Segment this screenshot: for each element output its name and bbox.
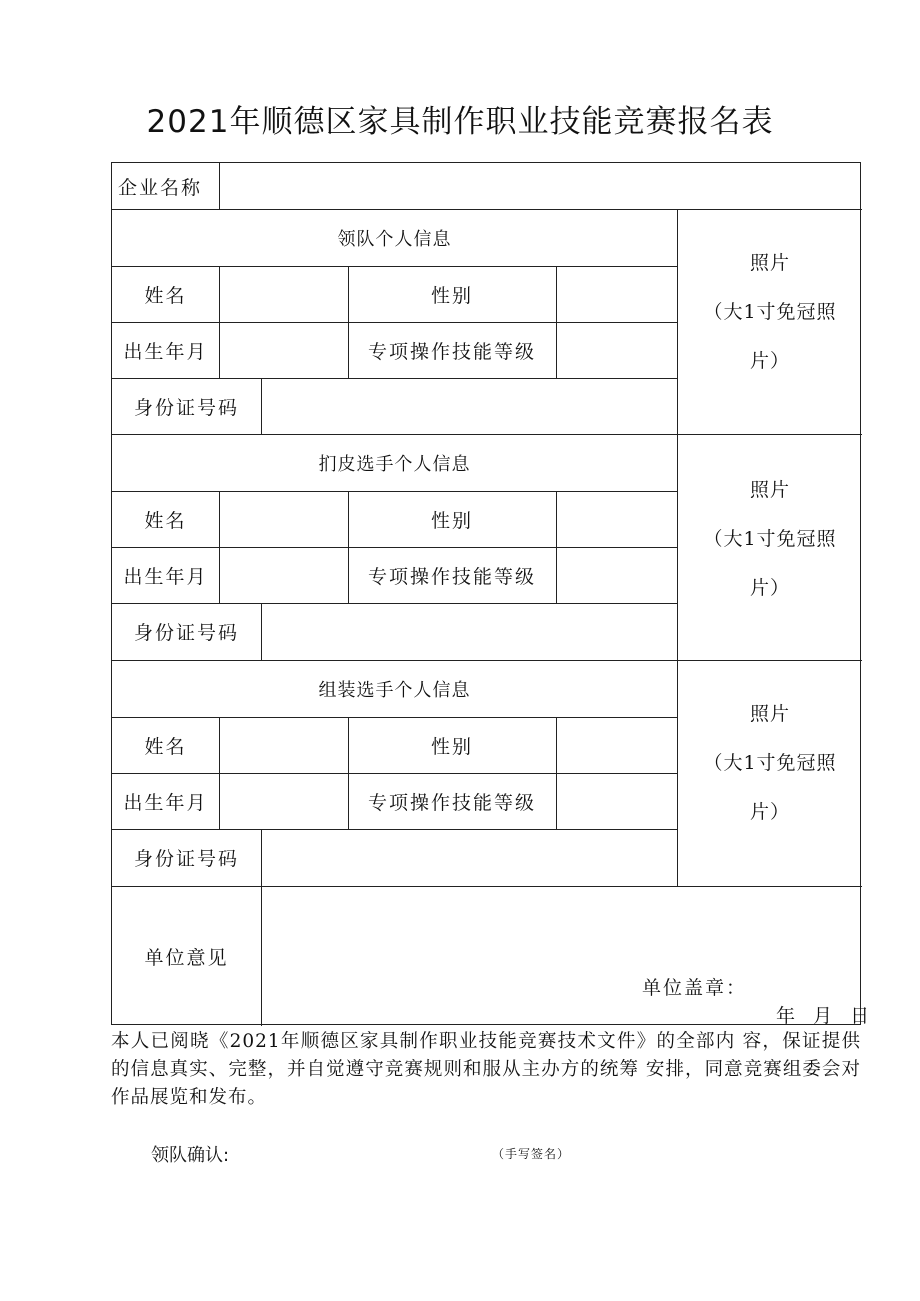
id-number-label: 身份证号码 [133, 396, 239, 419]
name-label: 姓名 [144, 735, 187, 758]
name-label: 姓名 [144, 509, 187, 532]
photo-size-note-end: 片） [749, 577, 790, 599]
photo-label: 照片 [749, 703, 790, 725]
birth-field[interactable] [220, 323, 347, 377]
id-number-field[interactable] [262, 379, 676, 433]
gender-field[interactable] [557, 492, 676, 546]
id-number-label: 身份证号码 [133, 622, 239, 644]
skill-level-label: 专项操作技能等级 [367, 791, 536, 814]
registration-form [111, 162, 872, 1027]
gender-field[interactable] [557, 718, 676, 772]
section-heading: 领队个人信息 [337, 228, 452, 250]
birth-label: 出生年月 [123, 791, 208, 814]
date-label: 年 月 日 [776, 1005, 872, 1027]
gender-field[interactable] [557, 267, 676, 321]
id-number-field[interactable] [262, 604, 676, 659]
leader-confirm-label: 领队确认: [151, 1145, 230, 1166]
photo-size-note-end: 片） [749, 350, 790, 372]
id-number-label: 身份证号码 [133, 848, 239, 870]
gender-label: 性别 [430, 735, 473, 758]
photo-size-note: （大1寸免冠照 [703, 752, 837, 774]
gender-label: 性别 [430, 284, 473, 307]
photo-label: 照片 [749, 479, 790, 501]
birth-label: 出生年月 [123, 565, 208, 588]
photo-size-note-end: 片） [749, 801, 790, 823]
photo-size-note: （大1寸免冠照 [703, 528, 837, 550]
skill-level-field[interactable] [557, 323, 676, 377]
declaration-text: 本人已阅晓《2021年顺德区家具制作职业技能竞赛技术文件》的全部内 容，保证提供的信息真实、完整，并自觉遵守竞赛规则和服从主办方的统筹 安排，同意竞赛组委会对作品展览和发布。 [111, 1031, 861, 1108]
skill-level-label: 专项操作技能等级 [367, 565, 536, 588]
unit-opinion-label: 单位意见 [144, 946, 229, 969]
unit-opinion-field[interactable] [262, 887, 861, 967]
photo-box[interactable] [678, 690, 862, 837]
unit-stamp-label: 单位盖章： [642, 977, 748, 999]
section-heading: 扪皮选手个人信息 [318, 453, 471, 475]
photo-box[interactable] [678, 466, 862, 613]
photo-size-note: （大1寸免冠照 [703, 301, 837, 323]
id-number-field[interactable] [262, 830, 676, 885]
name-label: 姓名 [144, 284, 187, 307]
page-title: 2021年顺德区家具制作职业技能竞赛报名表 [146, 104, 774, 140]
birth-field[interactable] [220, 548, 347, 602]
name-field[interactable] [220, 718, 347, 772]
gender-label: 性别 [430, 509, 473, 532]
photo-box[interactable] [678, 239, 862, 386]
skill-level-label: 专项操作技能等级 [367, 340, 536, 363]
name-field[interactable] [220, 492, 347, 546]
signature-hint: （手写签名） [492, 1147, 571, 1161]
name-field[interactable] [220, 267, 347, 321]
birth-label: 出生年月 [123, 340, 208, 363]
section-heading: 组装选手个人信息 [318, 679, 471, 701]
skill-level-field[interactable] [557, 548, 676, 602]
company-label: 企业名称 [118, 176, 203, 199]
company-name-field[interactable] [224, 163, 854, 209]
skill-level-field[interactable] [557, 774, 676, 828]
birth-field[interactable] [220, 774, 347, 828]
photo-label: 照片 [749, 252, 790, 274]
